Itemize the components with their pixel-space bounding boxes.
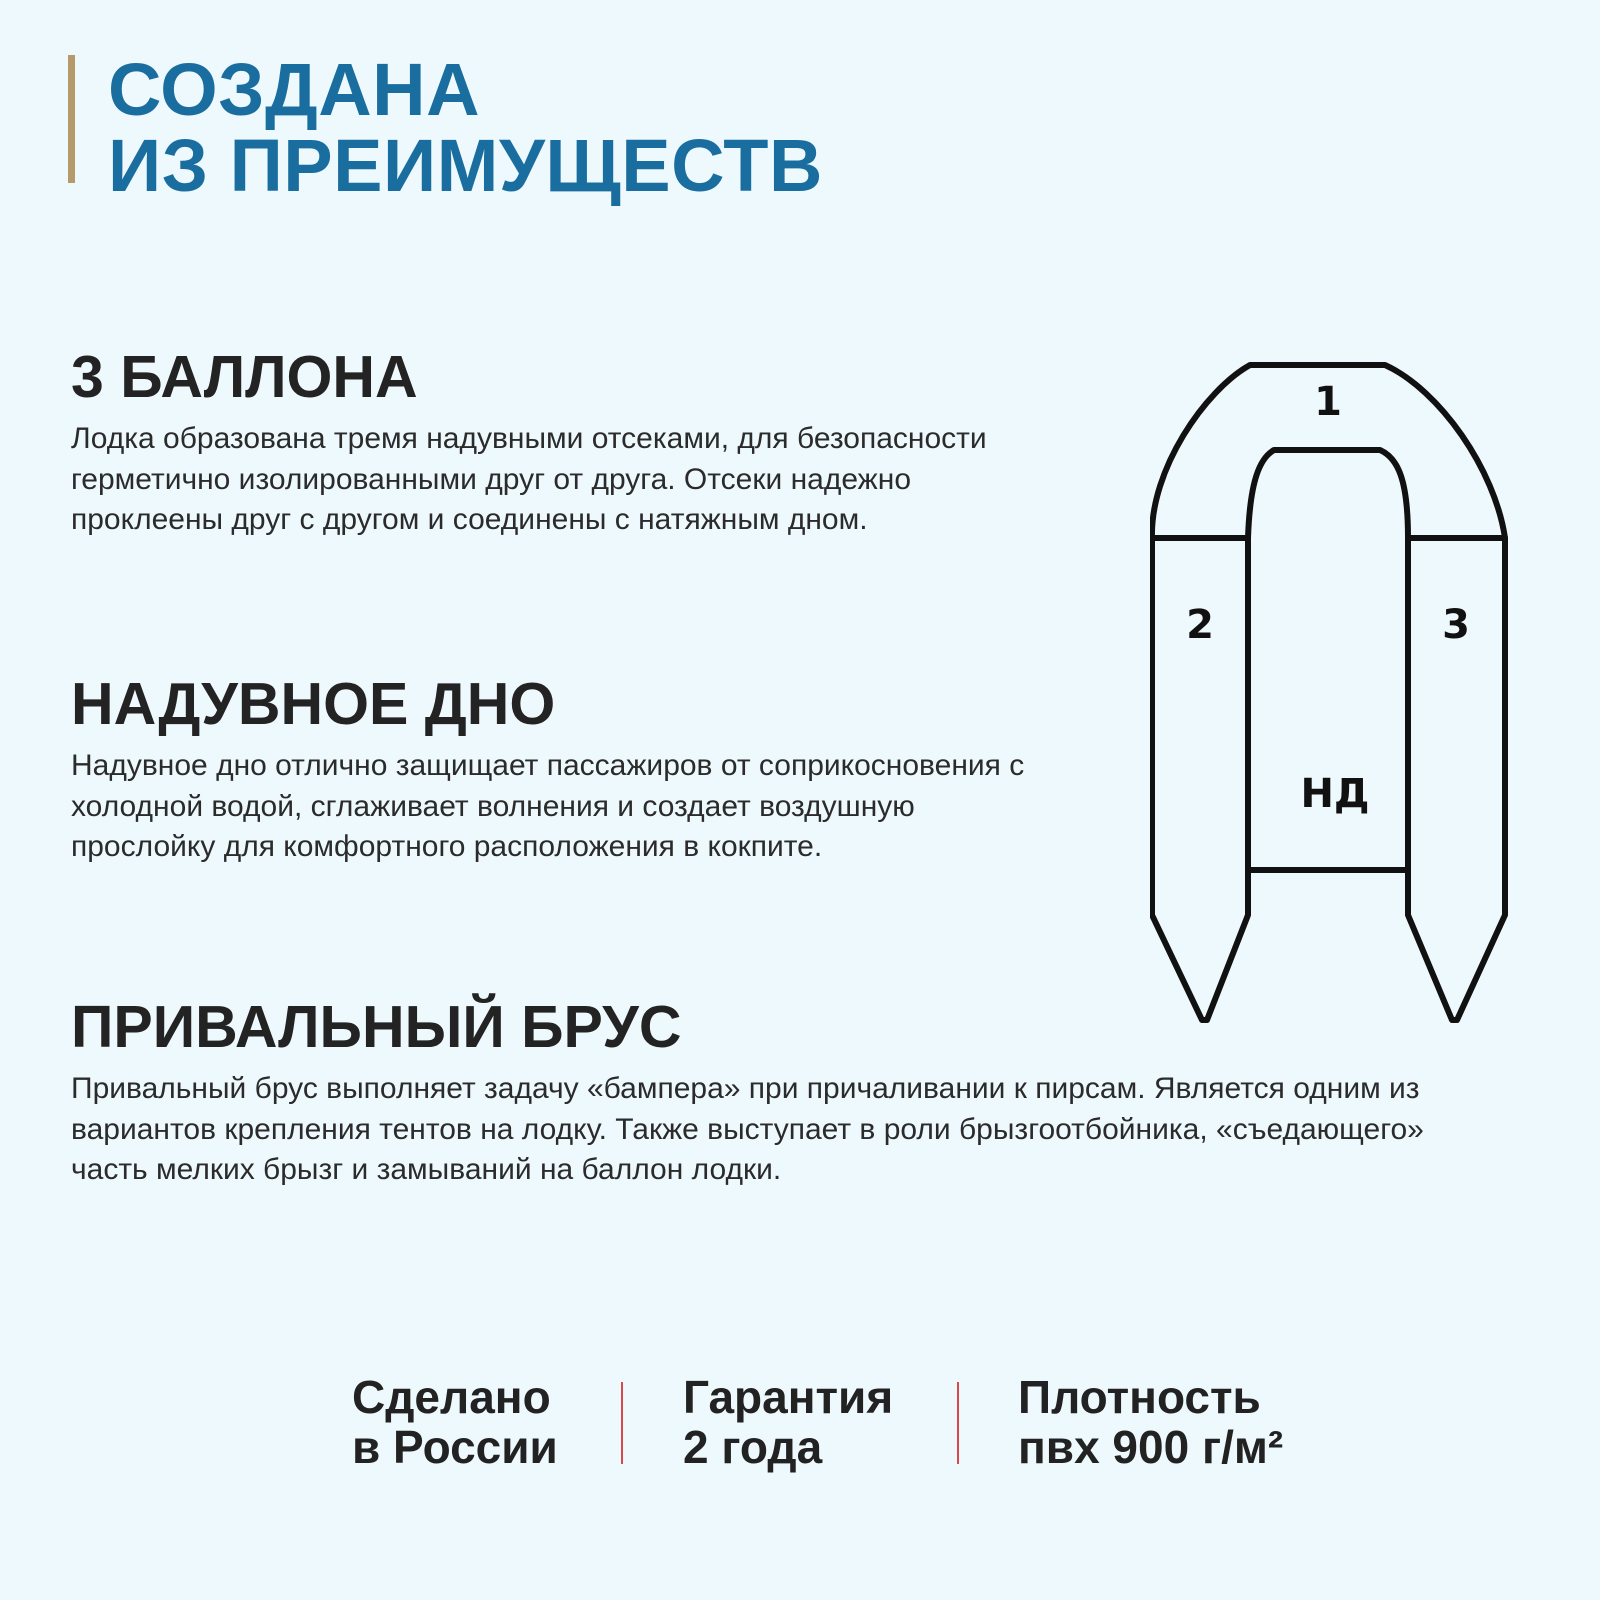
boat-diagram — [1150, 360, 1520, 1040]
inner-bow-outline — [1248, 450, 1408, 538]
floor-label: НД — [1300, 771, 1370, 817]
right-chamber-label: 3 — [1442, 602, 1470, 648]
feature-line-2: 2 года — [683, 1421, 823, 1473]
feature-made-in-russia — [352, 1372, 558, 1472]
footer-divider — [621, 1382, 623, 1464]
feature-line-2: в России — [352, 1421, 558, 1473]
feature-line-1: Гарантия — [683, 1371, 894, 1423]
section-heading: ПРИВАЛЬНЫЙ БРУС — [71, 994, 682, 1060]
page-title-line-2: ИЗ ПРЕИМУЩЕСТВ — [108, 124, 823, 207]
left-chamber-label: 2 — [1186, 602, 1214, 648]
title-accent-bar — [68, 55, 75, 183]
feature-pvc-density — [1018, 1372, 1283, 1472]
feature-line-1: Сделано — [352, 1371, 551, 1423]
bow-chamber-label: 1 — [1314, 379, 1342, 425]
footer-features — [0, 1372, 1600, 1482]
section-heading: НАДУВНОЕ ДНО — [71, 671, 556, 737]
section-heading: 3 БАЛЛОНА — [71, 344, 418, 410]
boat-diagram-svg — [1150, 360, 1520, 1040]
section-text: Лодка образована тремя надувными отсеками, для безопасности герметично изолированными друг от друга. Отсеки надежно проклеены друг с другом и соединены с натяжным дном. — [71, 422, 987, 536]
feature-warranty — [683, 1372, 893, 1472]
page-title — [108, 48, 823, 207]
page-title-line-1: СОЗДАНА — [108, 48, 481, 131]
feature-line-1: Плотность — [1018, 1371, 1261, 1423]
footer-divider — [957, 1382, 959, 1464]
section-text: Надувное дно отлично защищает пассажиров от соприкосновения с холодной водой, сглаживает волнения и создает воздушную прослойку для комфортного расположения в кокпите. — [71, 749, 1025, 863]
feature-line-2: пвх 900 г/м² — [1018, 1421, 1284, 1473]
section-text: Привальный брус выполняет задачу «бампера» при причаливании к пирсам. Является одним из вариантов крепления тентов на лодку. Также выступает в роли брызгоотбойника, «съедающего» часть мелких брызг и замываний на баллон лодки. — [71, 1072, 1424, 1186]
